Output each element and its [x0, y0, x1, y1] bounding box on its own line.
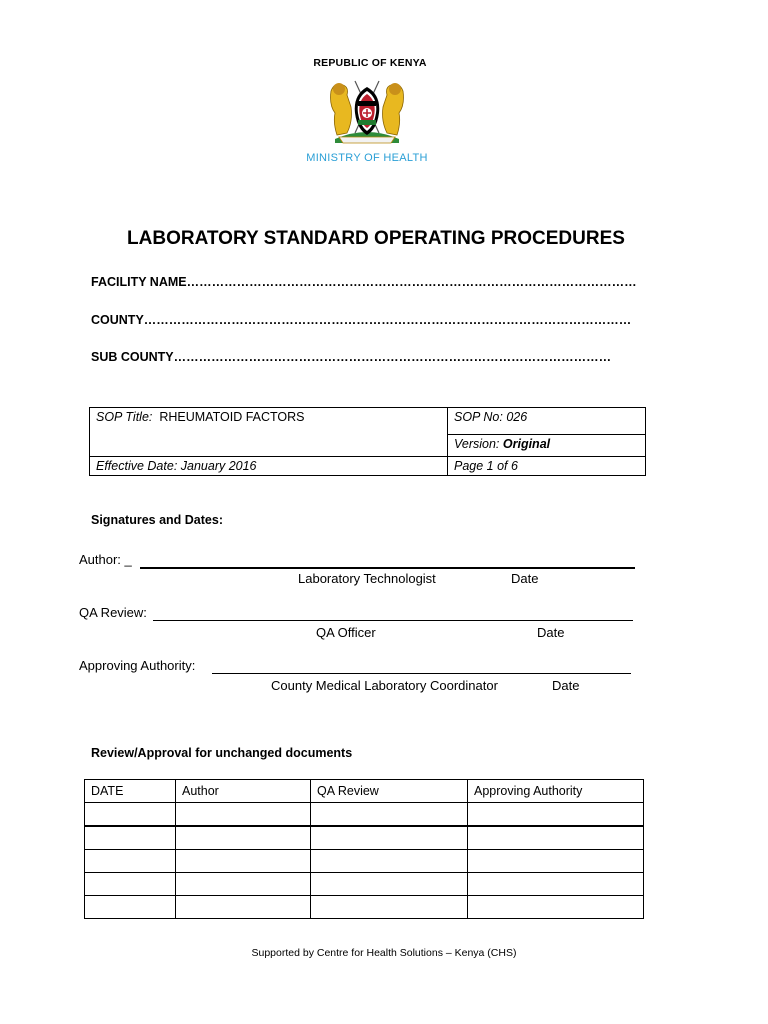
column-header-author: Author [176, 780, 311, 803]
qa-signature-line[interactable] [153, 620, 633, 621]
sop-effective-date: Effective Date: January 2016 [90, 457, 448, 476]
table-cell[interactable] [176, 826, 311, 850]
column-header-date: DATE [85, 780, 176, 803]
table-cell[interactable] [468, 850, 644, 873]
table-row [85, 896, 644, 919]
facility-name-field: FACILITY NAME……………………………………………………………………………………………… [91, 275, 637, 289]
table-row [85, 850, 644, 873]
author-signature-line[interactable] [140, 567, 635, 569]
sop-page-number: Page 1 of 6 [448, 457, 646, 476]
table-cell[interactable] [85, 896, 176, 919]
table-cell[interactable] [176, 850, 311, 873]
sop-title-label: SOP Title: [96, 410, 153, 424]
sop-number: SOP No: 026 [448, 408, 646, 435]
table-cell[interactable] [85, 803, 176, 827]
table-cell[interactable] [311, 873, 468, 896]
author-role: Laboratory Technologist [298, 571, 436, 586]
sop-version-cell [448, 434, 646, 456]
table-cell[interactable] [311, 850, 468, 873]
sub-county-field: SUB COUNTY…………………………………………………………………………………………… [91, 350, 612, 364]
sop-title-value: RHEUMATOID FACTORS [159, 410, 305, 424]
approving-date-label: Date [552, 678, 580, 693]
table-cell[interactable] [176, 873, 311, 896]
coat-of-arms-icon [325, 77, 409, 147]
table-cell[interactable] [311, 803, 468, 827]
table-cell[interactable] [468, 873, 644, 896]
sop-version-label: Version: [454, 436, 500, 451]
column-header-qa-review: QA Review [311, 780, 468, 803]
approving-authority-label: Approving Authority: [79, 658, 196, 673]
qa-review-label: QA Review: [79, 605, 147, 620]
table-row [85, 826, 644, 850]
table-cell[interactable] [176, 896, 311, 919]
table-cell[interactable] [176, 803, 311, 827]
table-cell[interactable] [468, 803, 644, 827]
republic-heading: REPUBLIC OF KENYA [313, 57, 427, 69]
qa-role: QA Officer [316, 625, 376, 640]
review-heading: Review/Approval for unchanged documents [91, 746, 353, 760]
table-row [85, 873, 644, 896]
table-cell[interactable] [468, 826, 644, 850]
sop-info-table [89, 407, 646, 476]
table-cell[interactable] [468, 896, 644, 919]
county-field: COUNTY……………………………………………………………………………………………………… [91, 313, 632, 327]
author-label: Author: _ [79, 552, 132, 567]
signatures-heading: Signatures and Dates: [91, 513, 223, 527]
table-cell[interactable] [311, 826, 468, 850]
approving-role: County Medical Laboratory Coordinator [271, 678, 498, 693]
table-header-row [85, 780, 644, 803]
ministry-heading: MINISTRY OF HEALTH [306, 152, 428, 164]
table-cell[interactable] [85, 826, 176, 850]
table-cell[interactable] [85, 850, 176, 873]
table-cell[interactable] [85, 873, 176, 896]
document-title: LABORATORY STANDARD OPERATING PROCEDURES [127, 228, 625, 249]
qa-date-label: Date [537, 625, 565, 640]
sop-version-value: Original [502, 436, 551, 451]
author-date-label: Date [511, 571, 539, 586]
table-row [85, 803, 644, 827]
sop-title-cell [90, 408, 448, 457]
table-cell[interactable] [311, 896, 468, 919]
review-approval-table [84, 779, 644, 919]
column-header-approving-authority: Approving Authority [468, 780, 644, 803]
approving-signature-line[interactable] [212, 673, 631, 674]
footer-support-note: Supported by Centre for Health Solutions – Kenya (CHS) [251, 947, 517, 959]
